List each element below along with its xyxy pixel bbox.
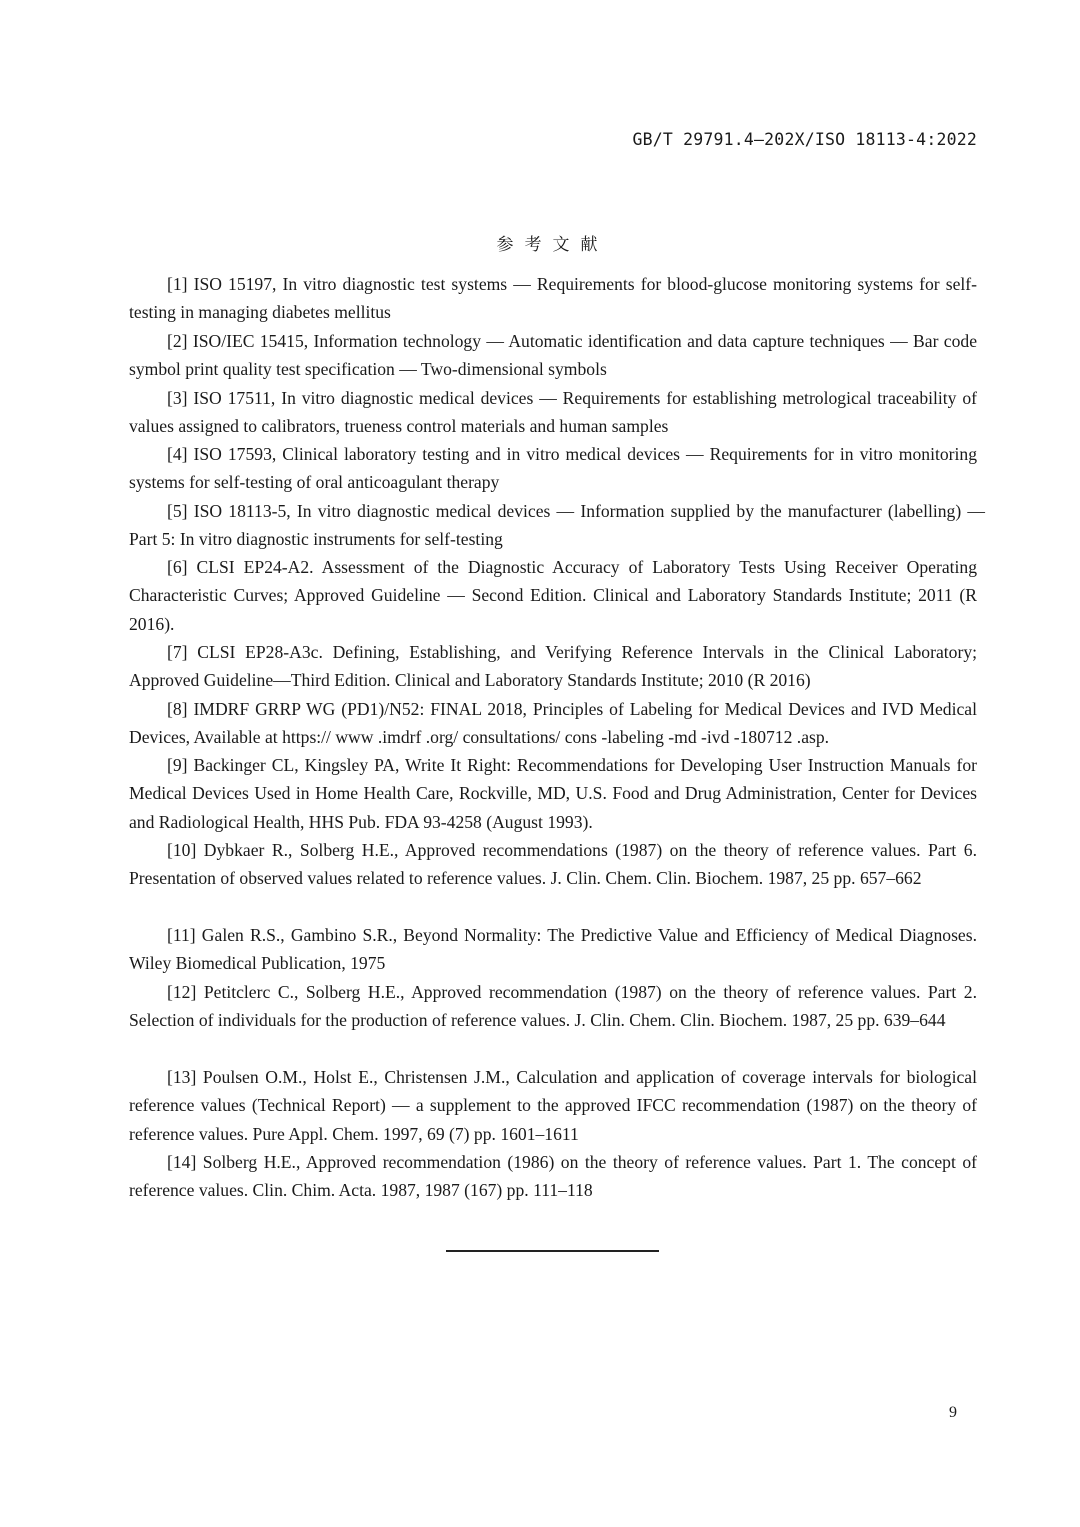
reference-item: [9] Backinger CL, Kingsley PA, Write It Right: Recommendations for Developing User Instruction Manuals for Medical Devices Used in Home Health Care, Rockville, MD, U.S. Food and Drug Administration, Center for Devices and Radiological Health, HHS Pub. FDA 93-4258 (August 1993).: [129, 755, 977, 832]
reference-item: [7] CLSI EP28-A3c. Defining, Establishing, and Verifying Reference Intervals in the Clinical Laboratory; Approved Guideline—Third Edition. Clinical and Laboratory Standards Institute; 2010 (R 2016): [129, 642, 977, 691]
reference-item: [6] CLSI EP24-A2. Assessment of the Diagnostic Accuracy of Laboratory Tests Using Receiver Operating Characteristic Curves; Approved Guideline — Second Edition. Clinical and Laboratory Standards Institute; 2011 (R 2016).: [129, 557, 977, 634]
reference-item: [1] ISO 15197, In vitro diagnostic test systems — Requirements for blood-glucose monitoring systems for self-testing in managing diabetes mellitus: [129, 274, 977, 323]
reference-item: [13] Poulsen O.M., Holst E., Christensen J.M., Calculation and application of coverage intervals for biological reference values (Technical Report) — a supplement to the approved IFCC recommendation (1987) on the theory of reference values. Pure Appl. Chem. 1997, 69 (7) pp. 1601–1611: [129, 1067, 977, 1144]
page-number: 9: [949, 1404, 957, 1421]
reference-item: [5] ISO 18113-5, In vitro diagnostic medical devices — Information supplied by the manufacturer (labelling) — Part 5: In vitro diagnostic instruments for self-testing: [129, 501, 985, 550]
section-title: 参考文献: [496, 235, 609, 255]
reference-item: [12] Petitclerc C., Solberg H.E., Approved recommendation (1987) on the theory of reference values. Part 2. Selection of individuals for the production of reference values. J. Clin. Chem. Clin. Biochem. 1987, 25 pp. 639–644: [129, 982, 977, 1031]
reference-item: [14] Solberg H.E., Approved recommendation (1986) on the theory of reference values. Part 1. The concept of reference values. Clin. Chim. Acta. 1987, 1987 (167) pp. 111–118: [129, 1152, 977, 1201]
reference-item: [8] IMDRF GRRP WG (PD1)/N52: FINAL 2018, Principles of Labeling for Medical Devices and IVD Medical Devices, Available at https:// www .imdrf .org/ consultations/ cons -labeling -md -ivd -180712 .asp.: [129, 699, 977, 748]
reference-item: [11] Galen R.S., Gambino S.R., Beyond Normality: The Predictive Value and Efficiency of Medical Diagnoses. Wiley Biomedical Publication, 1975: [129, 925, 977, 974]
reference-item: [2] ISO/IEC 15415, Information technology — Automatic identification and data capture techniques — Bar code symbol print quality test specification — Two-dimensional symbols: [129, 331, 977, 380]
reference-item: [3] ISO 17511, In vitro diagnostic medical devices — Requirements for establishing metrological traceability of values assigned to calibrators, trueness control materials and human samples: [129, 388, 977, 437]
end-rule: [446, 1250, 659, 1252]
reference-item: [10] Dybkaer R., Solberg H.E., Approved recommendations (1987) on the theory of reference values. Part 6. Presentation of observed values related to reference values. J. Clin. Chem. Clin. Biochem. 1987, 25 pp. 657–662: [129, 840, 977, 889]
document-code: GB/T 29791.4—202X/ISO 18113-4:2022: [632, 130, 977, 149]
reference-item: [4] ISO 17593, Clinical laboratory testing and in vitro medical devices — Requirements for in vitro monitoring systems for self-testing of oral anticoagulant therapy: [129, 444, 977, 493]
